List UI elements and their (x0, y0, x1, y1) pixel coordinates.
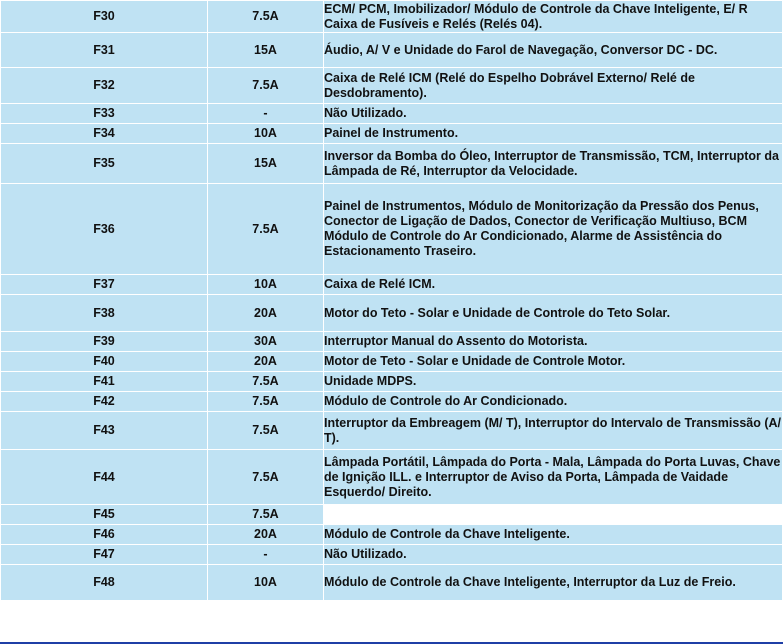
table-row (1, 372, 783, 392)
description-cell: Interruptor da Embreagem (M/ T), Interruptor do Intervalo de Transmissão (A/ T). (324, 412, 783, 450)
fuse-id-cell: F47 (1, 545, 208, 565)
table-row (1, 295, 783, 332)
table-row (1, 352, 783, 372)
amperage-cell: 10A (208, 565, 324, 601)
description-cell: Motor de Teto - Solar e Unidade de Controle Motor. (324, 352, 783, 372)
fuse-id-cell: F44 (1, 450, 208, 505)
description-cell: Inversor da Bomba do Óleo, Interruptor de Transmissão, TCM, Interruptor da Lâmpada de Ré, Interruptor da Velocidade. (324, 144, 783, 184)
amperage-cell: - (208, 104, 324, 124)
description-cell: Unidade MDPS. (324, 372, 783, 392)
fuse-id-cell: F36 (1, 184, 208, 275)
amperage-cell: 30A (208, 332, 324, 352)
fuse-table-body (1, 1, 783, 601)
amperage-cell: 7.5A (208, 68, 324, 104)
description-cell: Lâmpada Portátil, Lâmpada do Porta - Mala, Lâmpada do Porta Luvas, Chave de Ignição ILL. e Interruptor de Aviso da Porta, Lâmpada de Vaidade Esquerdo/ Direito. (324, 450, 783, 505)
table-row (1, 275, 783, 295)
amperage-cell: 10A (208, 124, 324, 144)
fuse-id-cell: F46 (1, 525, 208, 545)
fuse-id-cell: F42 (1, 392, 208, 412)
table-row (1, 68, 783, 104)
description-cell: Motor do Teto - Solar e Unidade de Controle do Teto Solar. (324, 295, 783, 332)
amperage-cell: 10A (208, 275, 324, 295)
fuse-id-cell: F39 (1, 332, 208, 352)
description-cell: Áudio, A/ V e Unidade do Farol de Navegação, Conversor DC - DC. (324, 33, 783, 68)
table-row (1, 124, 783, 144)
amperage-cell: - (208, 545, 324, 565)
description-cell: Painel de Instrumentos, Módulo de Monitorização da Pressão dos Penus, Conector de Ligação de Dados, Conector de Verificação Multiuso, BCM Módulo de Controle do Ar Condicionado, Alarme de Assistência do Estacionamento Traseiro. (324, 184, 783, 275)
description-cell: Não Utilizado. (324, 104, 783, 124)
description-cell: Módulo de Controle da Chave Inteligente. (324, 525, 783, 545)
fuse-id-cell: F30 (1, 1, 208, 33)
fuse-id-cell: F33 (1, 104, 208, 124)
fuse-id-cell: F40 (1, 352, 208, 372)
amperage-cell: 20A (208, 352, 324, 372)
table-row (1, 392, 783, 412)
description-cell-empty (324, 505, 783, 525)
amperage-cell: 7.5A (208, 412, 324, 450)
table-row (1, 104, 783, 124)
fuse-id-cell: F43 (1, 412, 208, 450)
description-cell: ECM/ PCM, Imobilizador/ Módulo de Controle da Chave Inteligente, E/ R Caixa de Fusíveis e Relés (Relés 04). (324, 1, 783, 33)
amperage-cell: 7.5A (208, 450, 324, 505)
amperage-cell: 20A (208, 295, 324, 332)
table-row (1, 450, 783, 505)
fuse-id-cell: F37 (1, 275, 208, 295)
amperage-cell: 15A (208, 33, 324, 68)
fuse-id-cell: F34 (1, 124, 208, 144)
amperage-cell: 7.5A (208, 184, 324, 275)
description-cell: Painel de Instrumento. (324, 124, 783, 144)
fuse-id-cell: F31 (1, 33, 208, 68)
description-cell: Caixa de Relé ICM. (324, 275, 783, 295)
fuse-id-cell: F32 (1, 68, 208, 104)
description-cell: Caixa de Relé ICM (Relé do Espelho Dobrável Externo/ Relé de Desdobramento). (324, 68, 783, 104)
table-row (1, 184, 783, 275)
table-row (1, 505, 783, 525)
description-cell: Módulo de Controle da Chave Inteligente, Interruptor da Luz de Freio. (324, 565, 783, 601)
fuse-id-cell: F45 (1, 505, 208, 525)
description-cell: Não Utilizado. (324, 545, 783, 565)
table-row (1, 412, 783, 450)
table-row (1, 565, 783, 601)
amperage-cell: 7.5A (208, 392, 324, 412)
amperage-cell: 7.5A (208, 372, 324, 392)
table-row (1, 525, 783, 545)
fuse-id-cell: F38 (1, 295, 208, 332)
table-row (1, 33, 783, 68)
description-cell: Interruptor Manual do Assento do Motorista. (324, 332, 783, 352)
fuse-id-cell: F41 (1, 372, 208, 392)
amperage-cell: 7.5A (208, 1, 324, 33)
fuse-id-cell: F48 (1, 565, 208, 601)
fuse-id-cell: F35 (1, 144, 208, 184)
table-row (1, 332, 783, 352)
amperage-cell: 7.5A (208, 505, 324, 525)
table-row (1, 545, 783, 565)
table-row (1, 144, 783, 184)
amperage-cell: 15A (208, 144, 324, 184)
description-cell: Módulo de Controle do Ar Condicionado. (324, 392, 783, 412)
amperage-cell: 20A (208, 525, 324, 545)
table-row (1, 1, 783, 33)
